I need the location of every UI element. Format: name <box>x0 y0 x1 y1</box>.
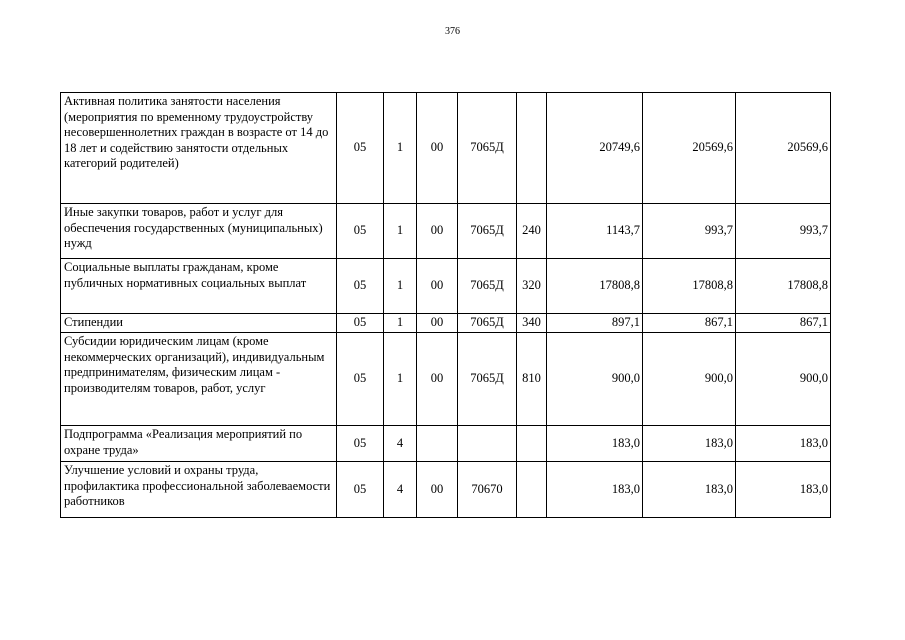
section-code: 05 <box>337 204 384 259</box>
subprogram-code: 00 <box>417 93 458 204</box>
row-name: Стипендии <box>61 314 337 333</box>
row-name: Активная политика занятости населения (мероприятия по временному трудоустройству несовершеннолетних граждан в возрасте от 14 до 18 лет и содействию занятости отдельных категорий родителей) <box>61 93 337 204</box>
row-name: Подпрограмма «Реализация мероприятий по охране труда» <box>61 426 337 462</box>
amount-3: 993,7 <box>736 204 831 259</box>
amount-3: 183,0 <box>736 426 831 462</box>
program-code: 1 <box>384 259 417 314</box>
table-row <box>61 259 831 314</box>
program-code: 4 <box>384 462 417 518</box>
amount-1: 183,0 <box>547 426 643 462</box>
row-name: Иные закупки товаров, работ и услуг для обеспечения государственных (муниципальных) нужд <box>61 204 337 259</box>
amount-1: 20749,6 <box>547 93 643 204</box>
amount-2: 17808,8 <box>643 259 736 314</box>
expense-type-code: 340 <box>517 314 547 333</box>
amount-2: 900,0 <box>643 333 736 426</box>
table-row <box>61 204 831 259</box>
amount-3: 183,0 <box>736 462 831 518</box>
amount-3: 17808,8 <box>736 259 831 314</box>
expense-type-code <box>517 462 547 518</box>
program-code: 1 <box>384 93 417 204</box>
amount-1: 17808,8 <box>547 259 643 314</box>
subprogram-code: 00 <box>417 333 458 426</box>
program-code: 1 <box>384 314 417 333</box>
amount-1: 897,1 <box>547 314 643 333</box>
section-code: 05 <box>337 93 384 204</box>
expense-type-code: 320 <box>517 259 547 314</box>
expense-type-code <box>517 93 547 204</box>
direction-code: 7065Д <box>458 204 517 259</box>
amount-2: 183,0 <box>643 426 736 462</box>
amount-1: 183,0 <box>547 462 643 518</box>
amount-3: 20569,6 <box>736 93 831 204</box>
expense-type-code: 240 <box>517 204 547 259</box>
subprogram-code <box>417 426 458 462</box>
table-row <box>61 333 831 426</box>
amount-1: 1143,7 <box>547 204 643 259</box>
section-code: 05 <box>337 314 384 333</box>
direction-code: 7065Д <box>458 93 517 204</box>
direction-code <box>458 426 517 462</box>
direction-code: 7065Д <box>458 333 517 426</box>
row-name: Субсидии юридическим лицам (кроме некоммерческих организаций), индивидуальным предпринимателям, физическим лицам - производителям товаров, работ, услуг <box>61 333 337 426</box>
section-code: 05 <box>337 259 384 314</box>
row-name: Улучшение условий и охраны труда, профилактика профессиональной заболеваемости работников <box>61 462 337 518</box>
row-name: Социальные выплаты гражданам, кроме публичных нормативных социальных выплат <box>61 259 337 314</box>
subprogram-code: 00 <box>417 259 458 314</box>
table-row <box>61 314 831 333</box>
table-row <box>61 462 831 518</box>
table-row <box>61 426 831 462</box>
section-code: 05 <box>337 426 384 462</box>
budget-table <box>60 92 831 518</box>
subprogram-code: 00 <box>417 462 458 518</box>
expense-type-code: 810 <box>517 333 547 426</box>
program-code: 4 <box>384 426 417 462</box>
amount-2: 993,7 <box>643 204 736 259</box>
amount-2: 183,0 <box>643 462 736 518</box>
direction-code: 70670 <box>458 462 517 518</box>
subprogram-code: 00 <box>417 204 458 259</box>
amount-2: 20569,6 <box>643 93 736 204</box>
amount-1: 900,0 <box>547 333 643 426</box>
section-code: 05 <box>337 462 384 518</box>
page-number: 376 <box>445 26 460 37</box>
amount-3: 900,0 <box>736 333 831 426</box>
expense-type-code <box>517 426 547 462</box>
section-code: 05 <box>337 333 384 426</box>
amount-2: 867,1 <box>643 314 736 333</box>
table-row <box>61 93 831 204</box>
subprogram-code: 00 <box>417 314 458 333</box>
program-code: 1 <box>384 204 417 259</box>
direction-code: 7065Д <box>458 259 517 314</box>
direction-code: 7065Д <box>458 314 517 333</box>
program-code: 1 <box>384 333 417 426</box>
amount-3: 867,1 <box>736 314 831 333</box>
